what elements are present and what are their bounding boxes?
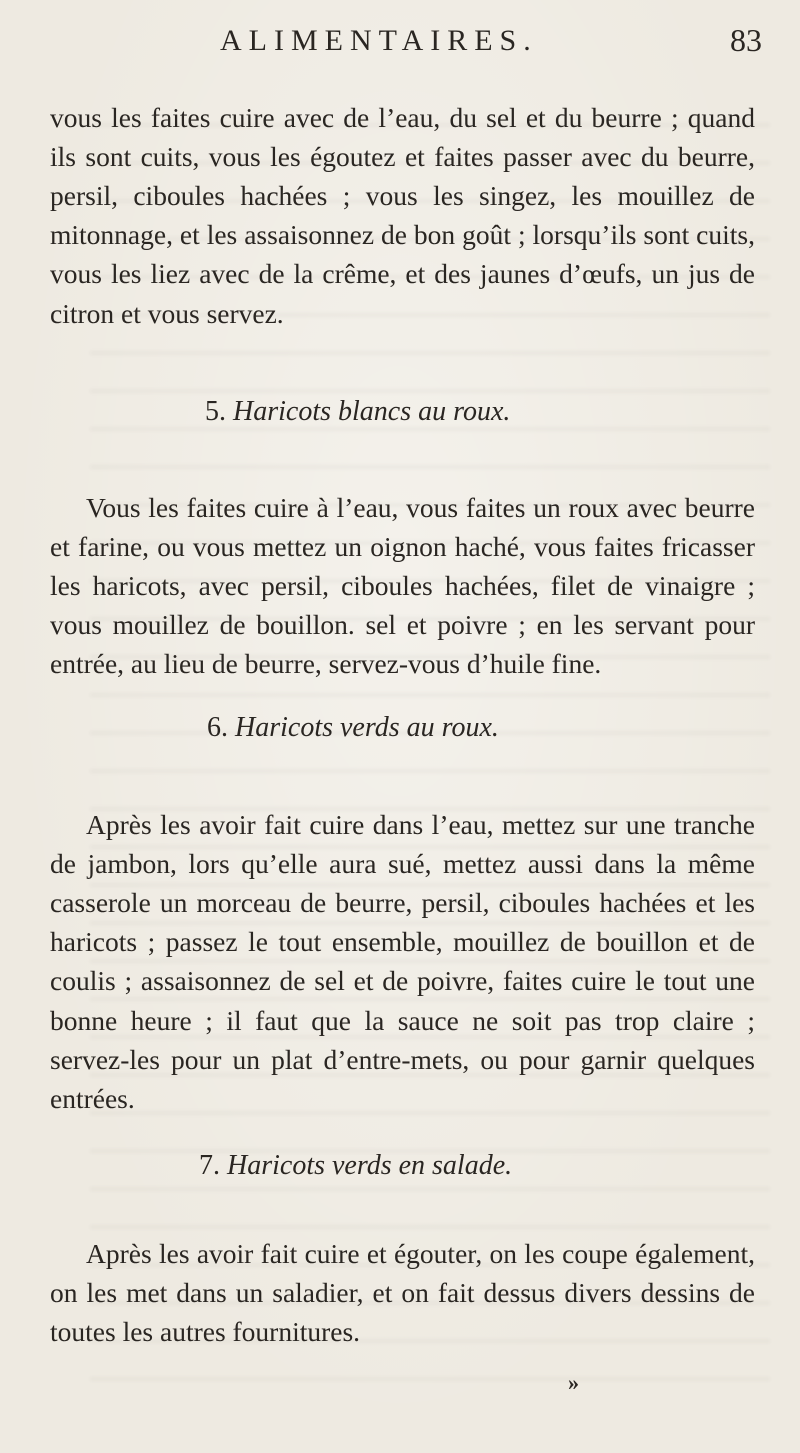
section-number: 5. xyxy=(205,396,226,427)
printer-mark: » xyxy=(568,1370,579,1395)
section-number: 7. xyxy=(199,1150,220,1181)
section-heading-7 xyxy=(199,1150,512,1182)
section-title: Haricots verds au roux. xyxy=(235,712,499,743)
section-paragraph-7: Après les avoir fait cuire et égouter, on les coupe également, on les met dans un saladier, et on fait dessus divers dessins de toutes les autres fournitures. xyxy=(50,1237,755,1347)
intro-paragraph: vous les faites cuire avec de l’eau, du sel et du beurre ; quand ils sont cuits, vous les égoutez et faites passer avec du beurre, persil, ciboules hachées ; vous les singez, les mouillez de mitonnage, et les assaisonnez de bon goût ; lorsqu’ils sont cuits, vous les liez avec de la crême, et des jaunes d’œufs, un jus de citron et vous servez. xyxy=(50,101,755,329)
section-title: Haricots verds en salade. xyxy=(227,1150,513,1181)
section-paragraph-6: Après les avoir fait cuire dans l’eau, mettez sur une tranche de jambon, lors qu’elle aura sué, mettez aussi dans la même casserole un morceau de beurre, persil, ciboules hachées et les haricots ; passez le tout ensemble, mouillez de bouillon et de coulis ; assaisonnez de sel et de poivre, faites cuire le tout une bonne heure ; il faut que la sauce ne soit pas trop claire ; servez-les pour un plat d’entre-mets, ou pour garnir quelques entrées. xyxy=(50,808,755,1114)
section-number: 6. xyxy=(207,712,228,743)
section-heading-5 xyxy=(205,396,510,428)
section-paragraph-5: Vous les faites cuire à l’eau, vous faites un roux avec beurre et farine, ou vous mettez un oignon haché, vous faites fricasser les haricots, avec persil, ciboules hachées, filet de vinaigre ; vous mouillez de bouillon. sel et poivre ; en les servant pour entrée, au lieu de beurre, servez-vous d’huile fine. xyxy=(50,491,755,680)
section-heading-6 xyxy=(207,712,499,744)
running-title: ALIMENTAIRES. xyxy=(220,24,538,57)
section-title: Haricots blancs au roux. xyxy=(233,396,511,427)
page-number: 83 xyxy=(730,22,762,58)
